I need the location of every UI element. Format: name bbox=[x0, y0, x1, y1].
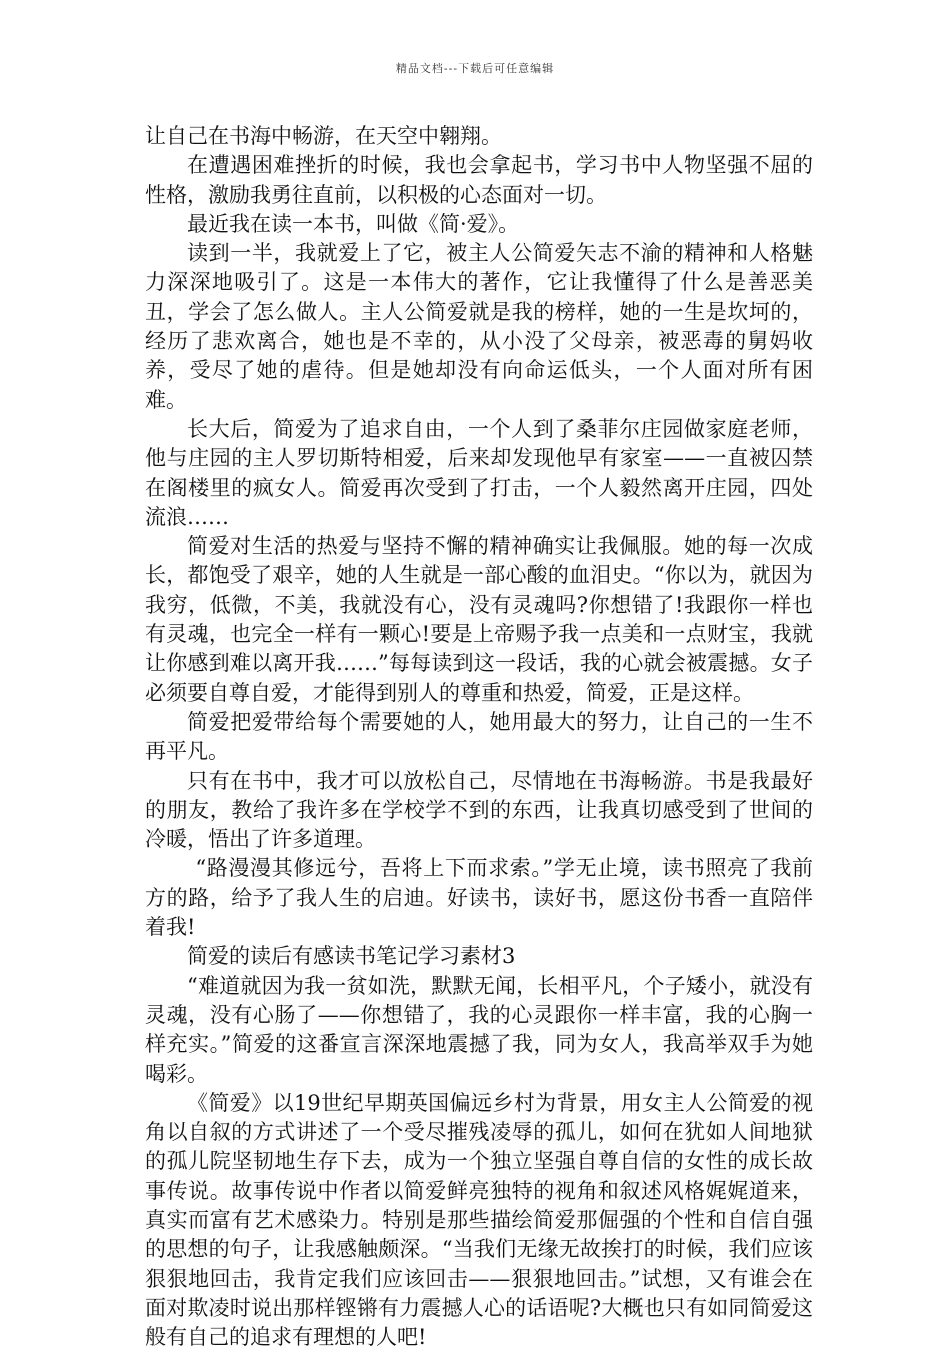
document-body bbox=[145, 122, 813, 1352]
paragraph: 读到一半，我就爱上了它，被主人公简爱矢志不渝的精神和人格魅力深深地吸引了。这是一本伟大的著作，它让我懂得了什么是善恶美丑，学会了怎么做人。主人公简爱就是我的榜样，她的一生是坎坷的，经历了悲欢离合，她也是不幸的，从小没了父母亲，被恶毒的舅妈收养，受尽了她的虐待。但是她却没有向命运低头，一个人面对所有困难。 bbox=[145, 241, 813, 412]
paragraph: “难道就因为我一贫如洗，默默无闻，长相平凡，个子矮小，就没有灵魂，没有心肠了——你想错了，我的心灵跟你一样丰富，我的心胸一样充实。”简爱的这番宣言深深地震撼了我，同为女人，我高举双手为她喝彩。 bbox=[145, 973, 813, 1086]
paragraph: 只有在书中，我才可以放松自己，尽情地在书海畅游。书是我最好的朋友，教给了我许多在学校学不到的东西，让我真切感受到了世间的冷暖，悟出了许多道理。 bbox=[145, 768, 813, 852]
paragraph: 让自己在书海中畅游，在天空中翱翔。 bbox=[145, 124, 502, 148]
paragraph: 简爱对生活的热爱与坚持不懈的精神确实让我佩服。她的每一次成长，都饱受了艰辛，她的人生就是一部心酸的血泪史。“你以为，就因为我穷，低微，不美，我就没有心，没有灵魂吗?你想错了!我跟你一样也有灵魂，也完全一样有一颗心!要是上帝赐予我一点美和一点财宝，我就让你感到难以离开我……”每每读到这一段话，我的心就会被震撼。女子必须要自尊自爱，才能得到别人的尊重和热爱，简爱，正是这样。 bbox=[145, 534, 813, 705]
paragraph: 长大后，简爱为了追求自由，一个人到了桑菲尔庄园做家庭老师，他与庄园的主人罗切斯特相爱，后来却发现他早有家室——一直被囚禁在阁楼里的疯女人。简爱再次受到了打击，一个人毅然离开庄园，四处流浪…… bbox=[145, 416, 813, 529]
paragraph: 简爱把爱带给每个需要她的人，她用最大的努力，让自己的一生不再平凡。 bbox=[145, 709, 813, 764]
page-header: 精品文档---下载后可任意编辑 bbox=[395, 62, 555, 75]
paragraph: 《简爱》以19世纪早期英国偏远乡村为背景，用女主人公简爱的视角以自叙的方式讲述了一个受尽摧残凌辱的孤儿，如何在犹如人间地狱的孤儿院坚韧地生存下去，成为一个独立坚强自尊自信的女性的成长故事传说。故事传说中作者以简爱鲜亮独特的视角和叙述风格娓娓道来，真实而富有艺术感染力。特别是那些描绘简爱那倔强的个性和自信自强的思想的句子，让我感触颇深。“当我们无缘无故挨打的时候，我们应该狠狠地回击，我肯定我们应该回击——狠狠地回击。”试想，又有谁会在面对欺凌时说出那样铿锵有力震撼人心的话语呢?大概也只有如同简爱这般有自己的追求有理想的人吧! bbox=[145, 1090, 813, 1350]
section-heading: 简爱的读后有感读书笔记学习素材3 bbox=[187, 944, 516, 969]
paragraph: 最近我在读一本书，叫做《简·爱》。 bbox=[187, 211, 520, 236]
paragraph: 在遭遇困难挫折的时候，我也会拿起书，学习书中人物坚强不屈的性格，激励我勇往直前，以积极的心态面对一切。 bbox=[145, 153, 813, 207]
paragraph: “路漫漫其修远兮，吾将上下而求索。”学无止境，读书照亮了我前方的路，给予了我人生的启迪。好读书，读好书，愿这份书香一直陪伴着我! bbox=[145, 856, 813, 940]
